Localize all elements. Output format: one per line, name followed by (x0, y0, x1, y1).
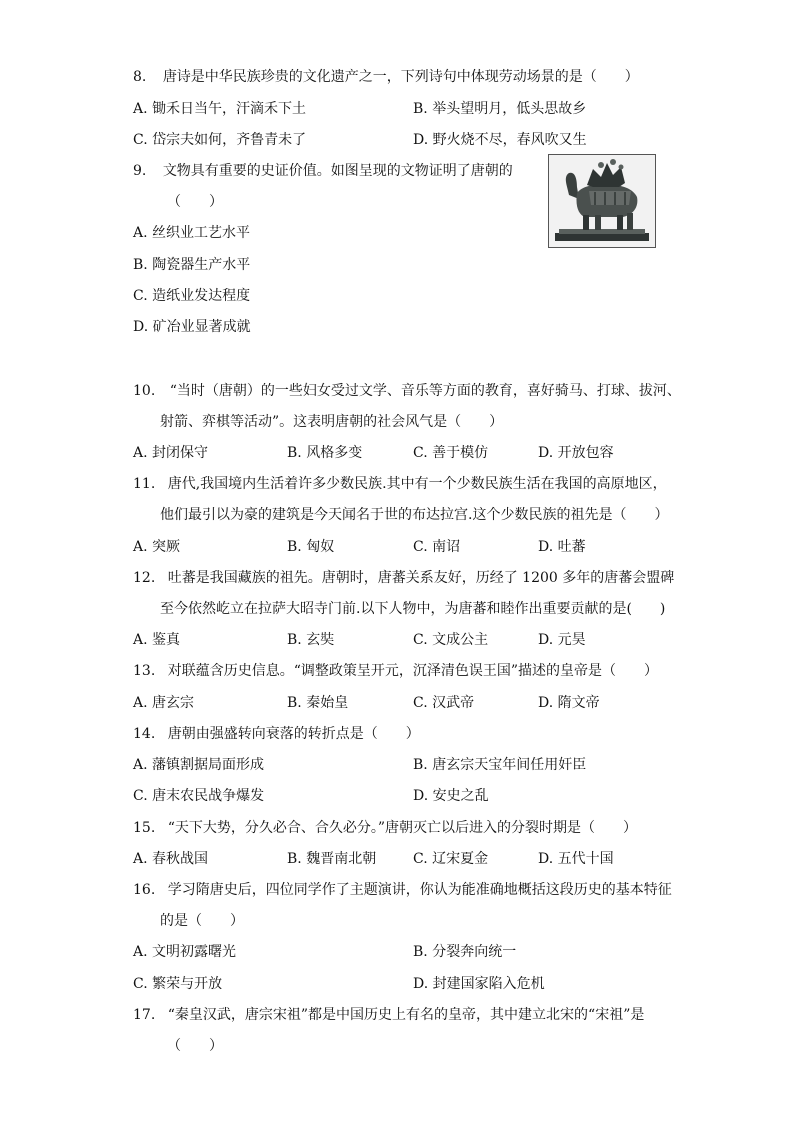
question-number: 9. (133, 163, 147, 179)
question-text-line2: 的是（ ） (160, 913, 244, 929)
question-13 (133, 660, 658, 680)
question-text: “秦皇汉武，唐宗宋祖”都是中国历史上有名的皇帝，其中建立北宋的“宋祖”是 (167, 1007, 645, 1023)
question-11 (133, 473, 667, 493)
option-b[interactable]: B. 唐玄宗天宝年间任用奸臣 (413, 757, 587, 773)
option-c[interactable]: C. 造纸业发达程度 (133, 288, 251, 304)
option-a[interactable]: A. 文明初露曙光 (133, 944, 237, 960)
question-text: 唐朝由强盛转向衰落的转折点是（ ） (167, 726, 420, 742)
question-number: 12. (133, 570, 156, 586)
option-b[interactable]: B. 举头望明月，低头思故乡 (413, 101, 587, 117)
option-c[interactable]: C. 善于模仿 (413, 445, 489, 461)
option-d[interactable]: D. 元昊 (538, 632, 586, 648)
question-text: 对联蕴含历史信息。“调整政策呈开元，沉泽清色误王国”描述的皇帝是（ ） (167, 663, 659, 679)
question-14 (133, 723, 420, 743)
question-text: 唐代,我国境内生活着许多少数民族.其中有一个少数民族生活在我国的高原地区， (167, 476, 667, 492)
question-number: 15. (133, 820, 156, 836)
option-c[interactable]: C. 唐末农民战争爆发 (133, 788, 265, 804)
question-text: 文物具有重要的史证价值。如图呈现的文物证明了唐朝的 (162, 163, 513, 179)
option-a[interactable]: A. 突厥 (133, 539, 181, 555)
option-b[interactable]: B. 陶瓷器生产水平 (133, 257, 251, 273)
option-b[interactable]: B. 秦始皇 (287, 695, 349, 711)
option-b[interactable]: B. 风格多变 (287, 445, 363, 461)
question-text-line2: 射箭、弈棋等活动”。这表明唐朝的社会风气是（ ） (160, 414, 504, 430)
question-text-line2: 他们最引以为豪的建筑是今天闻名于世的布达拉宫.这个少数民族的祖先是（ ） (160, 507, 669, 523)
option-c[interactable]: C. 辽宋夏金 (413, 851, 489, 867)
option-a[interactable]: A. 鉴真 (133, 632, 181, 648)
question-number: 16. (133, 882, 156, 898)
option-a[interactable]: A. 春秋战国 (133, 851, 209, 867)
option-a[interactable]: A. 藩镇割据局面形成 (133, 757, 265, 773)
option-c[interactable]: C. 繁荣与开放 (133, 976, 223, 992)
question-text: 学习隋唐史后，四位同学作了主题演讲，你认为能准确地概括这段历史的基本特征 (167, 882, 672, 898)
question-number: 17. (133, 1007, 156, 1023)
question-number: 11. (133, 476, 156, 492)
option-d[interactable]: D. 野火烧不尽，春风吹又生 (413, 132, 587, 148)
question-text-line2: （ ） (167, 194, 223, 210)
question-17 (133, 1004, 644, 1024)
question-9 (133, 160, 513, 180)
option-b[interactable]: B. 匈奴 (287, 539, 335, 555)
option-d[interactable]: D. 矿冶业显著成就 (133, 319, 251, 335)
option-d[interactable]: D. 吐蕃 (538, 539, 586, 555)
question-number: 10. (133, 383, 156, 399)
option-a[interactable]: A. 封闭保守 (133, 445, 209, 461)
question-text: “当时（唐朝）的一些妇女受过文学、音乐等方面的教育，喜好骑马、打球、拔河、 (169, 383, 681, 399)
question-number: 8. (133, 69, 147, 85)
question-text: 唐诗是中华民族珍贵的文化遗产之一，下列诗句中体现劳动场景的是（ ） (162, 69, 639, 85)
camel-figure-image (548, 154, 656, 248)
option-d[interactable]: D. 开放包容 (538, 445, 614, 461)
question-text-line2: （ ） (167, 1038, 223, 1054)
option-a[interactable]: A. 丝织业工艺水平 (133, 225, 251, 241)
question-number: 14. (133, 726, 156, 742)
option-c[interactable]: C. 南诏 (413, 539, 461, 555)
option-b[interactable]: B. 分裂奔向统一 (413, 944, 517, 960)
option-a[interactable]: A. 锄禾日当午，汗滴禾下土 (133, 101, 307, 117)
question-text: “天下大势，分久必合、合久必分。”唐朝灭亡以后进入的分裂时期是（ ） (167, 820, 638, 836)
option-c[interactable]: C. 文成公主 (413, 632, 489, 648)
option-c[interactable]: C. 岱宗夫如何，齐鲁青未了 (133, 132, 307, 148)
option-d[interactable]: D. 安史之乱 (413, 788, 489, 804)
question-text: 吐蕃是我国藏族的祖先。唐朝时，唐蕃关系友好，历经了 1200 多年的唐蕃会盟碑 (167, 570, 675, 586)
question-number: 13. (133, 663, 156, 679)
question-16 (133, 879, 672, 899)
option-d[interactable]: D. 封建国家陷入危机 (413, 976, 545, 992)
option-b[interactable]: B. 玄奘 (287, 632, 335, 648)
question-12 (133, 567, 674, 587)
option-c[interactable]: C. 汉武帝 (413, 695, 475, 711)
tang-sancai-camel-figure-icon (549, 155, 655, 247)
question-text-line2: 至今依然屹立在拉萨大昭寺门前.以下人物中，为唐蕃和睦作出重要贡献的是( ) (160, 601, 666, 617)
option-b[interactable]: B. 魏晋南北朝 (287, 851, 377, 867)
option-d[interactable]: D. 隋文帝 (538, 695, 600, 711)
question-15 (133, 817, 637, 837)
question-10 (133, 380, 681, 400)
question-8 (133, 66, 639, 86)
option-a[interactable]: A. 唐玄宗 (133, 695, 195, 711)
option-d[interactable]: D. 五代十国 (538, 851, 614, 867)
